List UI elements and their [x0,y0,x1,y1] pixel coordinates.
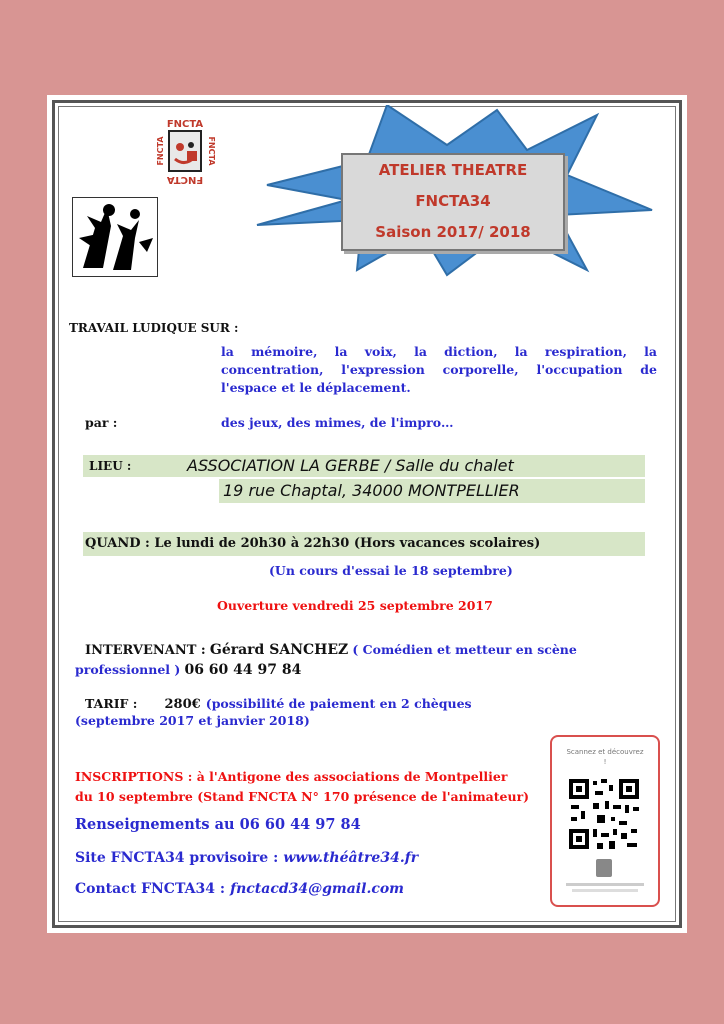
qr-footer-line-1 [566,883,644,886]
intervenant-name: Gérard SANCHEZ [209,642,349,658]
inscriptions-line-2: du 10 septembre (Stand FNCTA N° 170 présence de l'animateur) [75,789,530,804]
intervenant-label: INTERVENANT : [85,643,206,658]
logo-text-bottom: FNCTA [166,174,204,185]
title-line-3: Saison 2017/ 2018 [375,223,531,241]
logo-text-left: FNCTA [156,136,165,166]
tarif-detail-1: (possibilité de paiement en 2 chèques [205,696,472,711]
travail-text: la mémoire, la voix, la diction, la respiration, la concentration, l'expression corporelle, l'occupation de l'espace et le déplacement. [221,344,657,395]
fncta-logo [147,115,223,191]
tarif-detail-2: (septembre 2017 et janvier 2018) [75,713,310,728]
title-line-2: FNCTA34 [415,192,491,210]
lieu-line-2: 19 rue Chaptal, 34000 MONTPELLIER [223,481,520,500]
site-line [75,847,418,866]
poster-sheet [47,95,687,933]
contact-label: Contact FNCTA34 : [75,881,225,897]
lieu-line-1: ASSOCIATION LA GERBE / Salle du chalet [187,456,514,475]
qr-card [550,735,660,907]
logo-text-right: FNCTA [207,136,216,166]
ouverture-text: Ouverture vendredi 25 septembre 2017 [217,598,493,613]
intervenant-line-2 [75,662,301,678]
title-line-1: ATELIER THEATRE [378,161,528,179]
title-box [341,153,565,251]
inscriptions-line-1: INSCRIPTIONS : à l'Antigone des associations de Montpellier [75,769,508,784]
intervenant-block [85,640,665,661]
contact-email[interactable]: fnctacd34@gmail.com [230,881,404,897]
intervenant-role-1: ( Comédien et metteur en scène [352,642,577,657]
site-label: Site FNCTA34 provisoire : [75,850,279,866]
par-label: par : [85,415,118,430]
essai-text: (Un cours d'essai le 18 septembre) [269,563,513,578]
tarif-label: TARIF : [85,696,138,711]
intervenant-role-2: professionnel ) [75,662,181,677]
lieu-label: LIEU : [89,459,132,473]
tarif-price: 280€ [164,697,201,712]
site-url[interactable]: www.théâtre34.fr [283,850,419,866]
quand-text: QUAND : Le lundi de 20h30 à 22h30 (Hors vacances scolaires) [85,536,541,551]
logo-text-top: FNCTA [166,119,204,130]
contact-line [75,878,404,897]
tarif-line-1 [85,693,472,712]
intervenant-phone: 06 60 44 97 84 [184,662,302,678]
qr-code[interactable] [567,777,641,855]
travail-label: TRAVAIL LUDIQUE SUR : [69,321,239,335]
qr-footer-line-2 [572,889,638,892]
par-text: des jeux, des mimes, de l'impro… [221,415,454,430]
dancers-image [72,197,158,277]
qr-caption: Scannez et découvrez ! [566,748,644,766]
renseignements-text: Renseignements au 06 60 44 97 84 [75,816,361,833]
phone-icon [596,859,612,877]
